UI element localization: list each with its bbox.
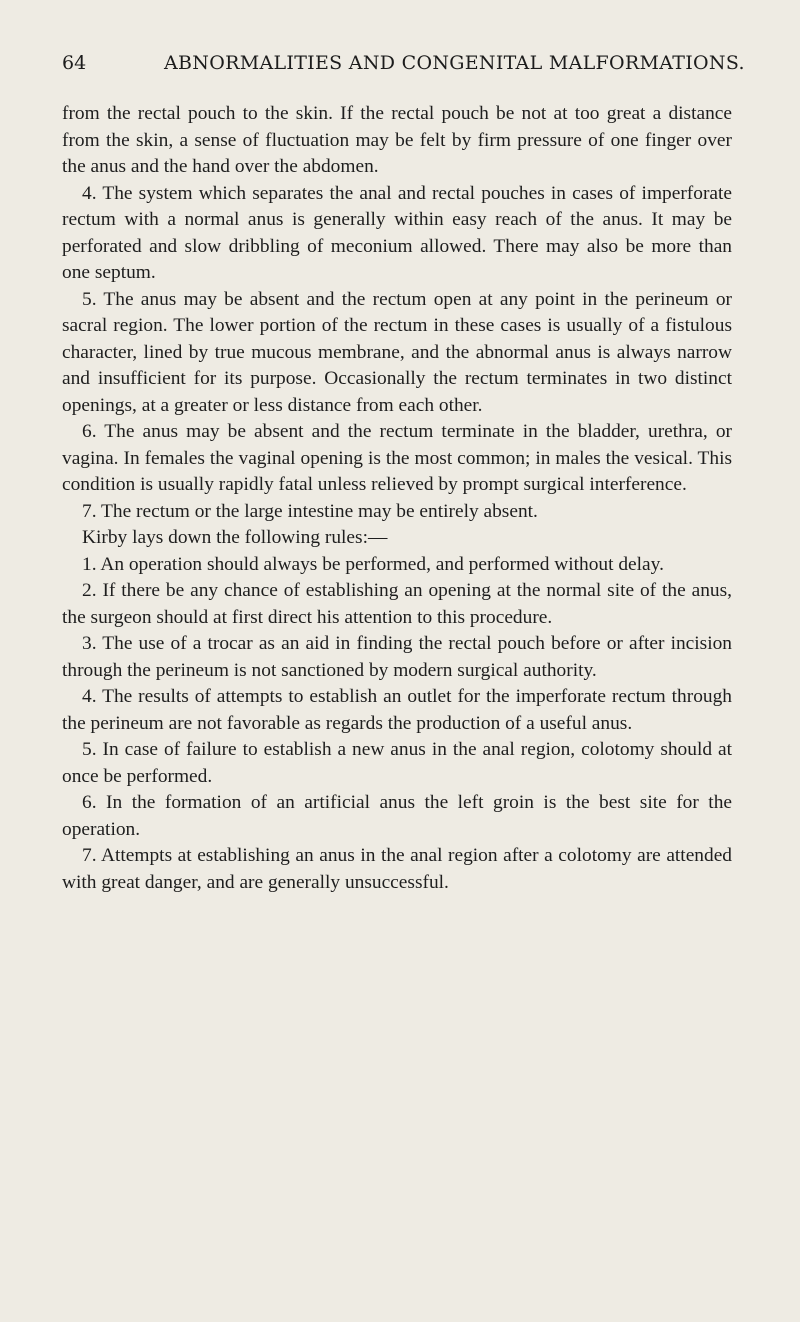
running-head: ABNORMALITIES AND CONGENITAL MALFORMATIONS.	[164, 52, 745, 74]
rule-5: 5. In case of failure to establish a new anus in the anal region, colotomy should at once be performed.	[62, 739, 732, 787]
page-number: 64	[62, 52, 87, 74]
paragraph-item-7: 7. The rectum or the large intestine may be entirely absent.	[82, 500, 538, 522]
rule-4: 4. The results of attempts to establish an outlet for the imperforate rectum through the perineum are not favorable as regards the production of a useful anus.	[62, 686, 732, 734]
paragraph-kirby-rules-intro: Kirby lays down the following rules:—	[82, 527, 388, 548]
paragraph-item-4: 4. The system which separates the anal and rectal pouches in cases of imperforate rectum with a normal anus is generally within easy reach of the anus. It may be perforated and slow dribbling of meconium allowed. There may also be more than one septum.	[62, 182, 732, 283]
paragraph-item-5: 5. The anus may be absent and the rectum open at any point in the perineum or sacral region. The lower portion of the rectum in these cases is usually of a fistulous character, lined by true mucous membrane, and the abnormal anus is always narrow and insufficient for its purpose. Occasionally the rectum terminates in two distinct openings, at a greater or less distance from each other.	[62, 288, 732, 416]
paragraph-item-6: 6. The anus may be absent and the rectum terminate in the bladder, urethra, or vagina. In females the vaginal opening is the most common; in males the vesical. This condition is usually rapidly fatal unless relieved by prompt surgical interference.	[62, 421, 732, 495]
page-header	[62, 52, 745, 82]
rule-6: 6. In the formation of an artificial anus the left groin is the best site for the operation.	[62, 792, 732, 840]
rule-3: 3. The use of a trocar as an aid in finding the rectal pouch before or after incision through the perineum is not sanctioned by modern surgical authority.	[62, 633, 732, 681]
paragraph-continuation: from the rectal pouch to the skin. If the rectal pouch be not at too great a distance from the skin, a sense of fluctuation may be felt by firm pressure of one finger over the anus and the hand over the abdomen.	[62, 103, 732, 177]
body-text	[62, 101, 732, 896]
rule-2: 2. If there be any chance of establishing an opening at the normal site of the anus, the surgeon should at first direct his attention to this procedure.	[62, 580, 732, 628]
rule-1: 1. An operation should always be performed, and performed without delay.	[82, 553, 664, 575]
rule-7: 7. Attempts at establishing an anus in the anal region after a colotomy are attended with great danger, and are generally unsuccessful.	[62, 845, 732, 893]
